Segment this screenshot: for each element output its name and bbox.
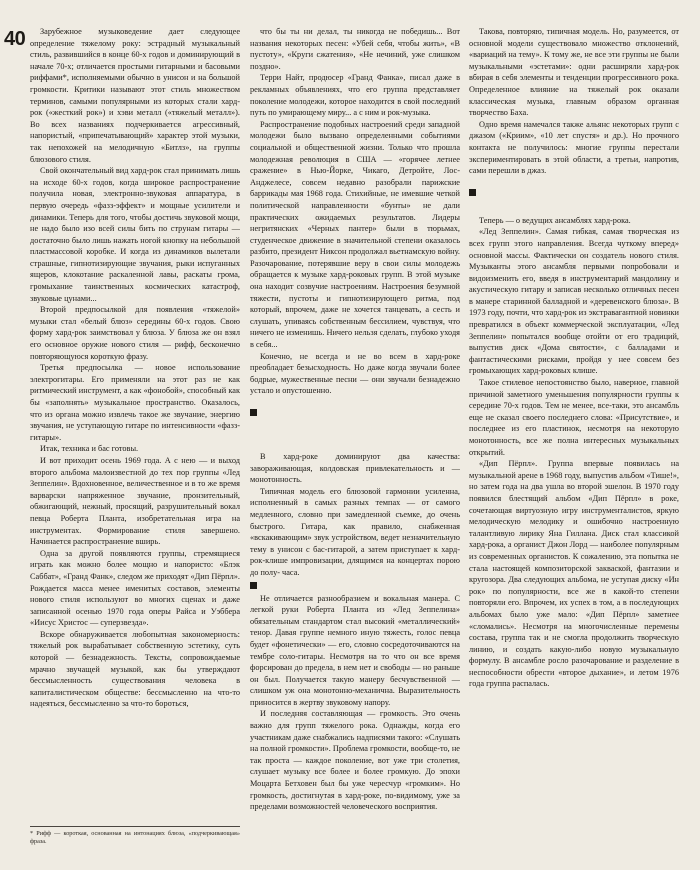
paragraph: Свой окончательный вид хард-рок стал принимать лишь на исходе 60-х годов, когда широкое распространение получила новая, электронно-звуковая аппаратура, в первую очередь «фазз-эффект» и мощные усилители и динамики. Теперь для того, чтобы достичь звуковой мощи, не надо было изо всей силы бить по струнам гитары — достаточно было лишь нажать ногой кнопку на небольшой пластмассовой коробке. И когда из динамиков вылетали страшные, гипнотизирующие звучания, рыки испуганных ящеров, клокотание раскаленной лавы, раскаты грома, громыхание таинственных космических катастроф, звуковые цунами...: [30, 166, 240, 303]
paragraph: В хард-роке доминируют два качества: завораживающая, колдовская привлекательность и — монотонность.: [250, 452, 460, 485]
section-separator: [250, 397, 460, 451]
paragraph: Одна за другой появляются группы, стремящиеся играть как можно более мощно и напористо: «Блэк Саббат», «Гранд Фанк», следом же приходят «Дип Пёрпл». Рождается масса менее именитых составов, элементы нового стиля используют во многих сценах и даже записанной осенью 1970 года оперы Райса и Уэббера «Иисус Христос — суперзвезда».: [30, 548, 240, 628]
footnote: * Рифф — короткая, основанная на интонациях блюза, «подчеркивающая» фраза.: [30, 826, 240, 846]
paragraph: «Дип Пёрпл». Группа впервые появилась на музыкальной арене в 1968 году, выпустив альбом «Тише!», но затем года на два ушла во второй эшелон. В 1970 году появился блестящий альбом «Дип Пёрпл» в роке, сочетающая виртуозную игру инструменталистов, яркую мелодическую мелодику и ошибочно настроенную талантливую лирику Яна Гиллана. Диск стал классикой хард-рока, а органист Джон Лорд — наиболее популярным из современных органистов. К сожалению, эта попытка не стала настоящей композиторской закваской, фантазии и кругозора. Два следующих альбома, не уступая диску «Ин рок» по популярности, все же в какой-то степени повторяли его. Впрочем, их успех в том, а в последующих альбомах было уже мало: «Дип Пёрпл» заметнее «сломались». Несмотря на многочисленные перемены состава, группа так и не смогла продолжить творческую линию, и создать какую-либо новую музыкальную формулу. В ансамбле росло разочарование и разделение в неспособности обрести «второе дыхание», и летом 1976 года группа распалась.: [469, 459, 679, 689]
page-number: 40: [4, 28, 26, 50]
paragraph: Теперь — о ведущих ансамблях хард-рока.: [479, 215, 631, 225]
square-bullet-icon: [250, 409, 257, 416]
paragraph: И вот приходит осень 1969 года. А с нею — и выход второго альбома малоизвестной до тех пор группы «Лед Зеппелин». Вдохновенное, величественное и в то же время варварски напряженное звучание, пронзительный, обжигающий, нежный, просящий, разрушительный вокал певца Роберта Планта, изобретательная игра на инструментах. Формирование стиля завершено. Начинается распространение вширь.: [30, 455, 240, 547]
paragraph: И последняя составляющая — громкость. Это очень важно для групп тяжелого рока. Однажды, когда его участникам даже снабжались надписями такого: «Слушать на полной громкости». Проблема громкости, вообще-то, не так проста — каждое поколение, вот уже три столетия, слушает музыку все более и более громкую. До эпохи Моцарта Бетховен был бы уже чересчур «громким». Но громкость, достигнутая в хард-роке, по-видимому, уже за пределами возможностей человеческого восприятия.: [250, 709, 460, 812]
paragraph: что бы ты ни делал, ты никогда не победишь... Вот названия некоторых песен: «Убей себя, чтобы жить», «В пустоту», «Круги сжатения», «Не нечиний, уже слишком поздно».: [250, 27, 460, 71]
section-separator: [250, 579, 460, 593]
paragraph: Одно время намечался также альянс некоторых групп с джазом («Криим», «10 лет спустя» и др.). Но прочного контакта не получилось: многие группы перестали экспериментировать в этой области, а третьи, напротив, сами перешли в джаз.: [469, 119, 679, 176]
section-separator: [469, 177, 679, 215]
paragraph: Третья предпосылка — новое использование электрогитары. Его применяли на этот раз не как ритмический инструмент, а как «фонобой», способный как бы «заполнять» музыкальное пространство. Оказалось, что из органа можно извлечь такое же звучание, энергию звучания, не уступающую гитаре по интенсивности «фазз-гитары».: [30, 363, 240, 442]
paragraph: Вскоре обнаруживается любопытная закономерность: тяжелый рок вырабатывает собственную эстетику, суть которой — безнадежность. Тексты, сопровождаемые мрачно звучащей музыкой, как бы утверждают бессмысленность существования человека в капиталистическом обществе: бессмысленно на что-то надеяться, бессмысленно за что-то бороться,: [30, 629, 240, 709]
paragraph: Не отличается разнообразием и вокальная манера. С легкой руки Роберта Планта из «Лед Зеппелина» обязательным стандартом стал высокий «металлический» тенор. Давая группе немного иную тяжесть, голос певца будет «фонетически» — его, словно сосредоточиваются на тембре соло-гитары. Несмотря на то что он все время форсирован до предела, в нем нет и свободы — но раньше он был. Получается такую манеру бесчувственной — слишком уж она монотонно-механична. Выразительность приносится в жертву звуковому напору.: [250, 593, 460, 707]
paragraph: Такое стилевое непостоянство было, наверное, главной причиной заметного уменьшения популярности группы к середине 70-х годов. Тем не менее, все-таки, это ансамбль еще не сказал своего последнего слова: «Присутствие», и последнее из его пластинок, несмотря на некоторую монотонность, все же полна интересных музыкальных открытий.: [469, 378, 679, 457]
paragraph: Терри Найт, продюсер «Гранд Фанка», писал даже в рекламных объявлениях, что его группа представляет поколение молодежи, которое находится в свой последний путь по умирающему миру... а с ним и рок-музыка.: [250, 73, 460, 118]
paragraph: «Лед Зеппелин». Самая гибкая, самая творческая из всех групп этого направления. Всегда чуткому вперед» основной массы. Фактически он создатель нового стиля. Музыканты этого ансамбля первыми попробовали и видоизменить его, введя в инструментарий мандолину и акустическую гитару и записав несколько отличных песен в манере старинной балладной и «деревенского блюза». В 1973 году, почти, что хард-рок из экстравагантной новинки превратился в объект коммерческой эксплуатации, «Лед Зеппелин» попытался вообще отойти от его традиций, выпустив диск «Дома святости», с балладами и фантастическими рисками, пройдя у нее совсем без громыхающих хард-роковых клише.: [469, 227, 679, 376]
text-column-3: [469, 26, 679, 846]
paragraph: Типичная модель его блюзовой гармонии усиленна, исполненный в самых разных темпах — от самого медленного, словно при замедленной съемке, до очень быстрого. Гитара, как правило, снабженная «вскакивающим» звук устройством, ведет незначительную тему в унисон с бас-гитарой, а затем приступает к хард-рок-клише импровизации, длящимся на концертах порою до полу- часа.: [250, 486, 460, 577]
square-bullet-icon: [469, 189, 476, 196]
paragraph: Конечно, не всегда и не во всем в хард-роке преобладает безысходность. Но даже когда звучали более бодрые, мужественные песни — они звучали безнадежно устало и опустошенно.: [250, 351, 460, 396]
text-column-1: [30, 26, 240, 838]
text-column-2: [250, 26, 460, 846]
paragraph: Второй предпосылкой для появления «тяжелой» музыки стал «белый блюз» середины 60-х годов. Свою форму хард-рок заимствовал у блюза. У блюза же он взял его основное оружие нового стиля — рифф, бесконечно повторяющуюся короткую фразу.: [30, 305, 240, 361]
paragraph: Распространение подобных настроений среди западной молодежи было вызвано определенными событиями социальной и общественной жизни. Только что прошла молодежная революция в США — «горячее летнее сражение» в Нью-Йорке, Чикаго, Детройте, Лос-Анджелесе, совсем недавно разобрали парижские баррикады мая 1968 года. Стихийные, не имевшие четкой политической направленности «бунты» не дали практических ожидаемых результатов. Лидеры негритянских «Черных пантер» были в тюрьмах, студенческое движение в значительной степени оказалось разбито, президент Никсон продолжал вьетнамскую войну. Разочарование, потерявшие веру в свои силы молодежь обращается к музыке хард-роковых групп. В этой музыке она находит созвучие настроениям. Настроения безумной тяжести, пустоты и гипнотизирующего ритма, под который, впрочем, даже не хочется танцевать, а сесть и слушать, упиваясь собственным бессилием, чувствуя, что ничего не изменишь. Ничего нельзя сделать, глубоко уходя в себя...: [250, 119, 460, 350]
paragraph: Зарубежное музыковедение дает следующее определение тяжелому року: эстрадный музыкальный стиль, развившийся в конце 60-х годов и доминирующий в начале 70-х; отличается простыми гитарными и басовыми риффами*, исполняемыми обычно в унисон и на большой громкости. Критики называют этот стиль множеством терминов, самыми популярными из которых стали хард-рок («жесткий рок») и хэви металл («тяжелый металл»). Во всех названиях подчеркивается агрессивный, напористый, «припечатывающий» характер этой музыки, так непохожей на мелодичную «Битлз», на группы блюзового стиля.: [30, 27, 240, 164]
paragraph: Итак, техника и бас готовы.: [40, 444, 139, 454]
square-bullet-icon: [250, 582, 257, 589]
paragraph: Такова, повторяю, типичная модель. Но, разумеется, от основной модели существовало множество отклонений, «вариаций на тему». К тому же, не все эти группы не были музыкальными «эстетами»: одни расширяли хард-рок вбирая в себя элементы и тенденции прогрессивного рока. Определенное влияние на тяжелый рок оказали классическая музыка, главным образом органная творчество Баха.: [469, 27, 679, 118]
